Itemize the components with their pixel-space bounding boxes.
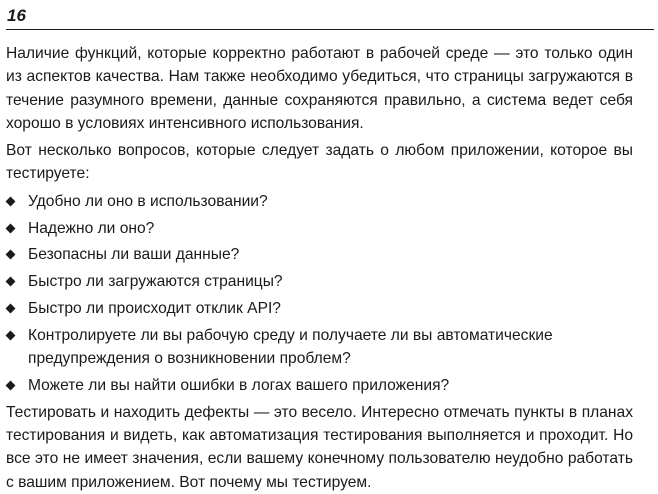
list-item-text: Надежно ли оно?: [28, 219, 155, 237]
closing-paragraph: Тестировать и находить дефекты — это весело. Интересно отмечать пункты в планах тестирования и видеть, как автоматизация тестирования выполняется и проходит. Но все это не имеет значения, если вашему конечному пользователю неудобно работать с вашим приложением. Вот почему мы тестируем.: [6, 403, 633, 491]
diamond-bullet-icon: [6, 250, 16, 260]
list-item: [6, 297, 633, 320]
page-body: [6, 42, 633, 494]
page-header: [6, 2, 654, 30]
list-item-text: Безопасны ли ваши данные?: [28, 246, 240, 264]
list-item: [6, 243, 633, 266]
intro-paragraph: Наличие функций, которые корректно работают в рабочей среде — это только один из аспектов качества. Нам также необходимо убедиться, что страницы загружаются в течение разумного времени, данные сохраняются правильно, а система ведет себя хорошо в условиях интенсивного использования.: [6, 45, 633, 132]
diamond-bullet-icon: [6, 330, 16, 340]
list-item: [6, 217, 633, 240]
list-item-text: Быстро ли загружаются страницы?: [28, 273, 283, 291]
list-item-text: Быстро ли происходит отклик API?: [28, 299, 281, 317]
diamond-bullet-icon: [6, 277, 16, 287]
diamond-bullet-icon: [6, 223, 16, 233]
list-item-text: Можете ли вы найти ошибки в логах вашего приложения?: [28, 376, 450, 394]
list-item: [6, 270, 633, 293]
list-item: [6, 190, 633, 213]
list-item-text: Удобно ли оно в использовании?: [28, 192, 268, 210]
list-item: [6, 374, 633, 397]
questions-lead-paragraph: Вот несколько вопросов, которые следует задать о любом приложении, которое вы тестируете:: [6, 142, 633, 183]
list-item-text: Контролируете ли вы рабочую среду и получаете ли вы автоматические предупреждения о возникновении проблем?: [28, 326, 553, 368]
diamond-bullet-icon: [6, 304, 16, 314]
diamond-bullet-icon: [6, 196, 16, 206]
diamond-bullet-icon: [6, 380, 16, 390]
page-number: 16: [7, 6, 26, 25]
list-item: [6, 324, 633, 371]
questions-list: [6, 190, 633, 397]
